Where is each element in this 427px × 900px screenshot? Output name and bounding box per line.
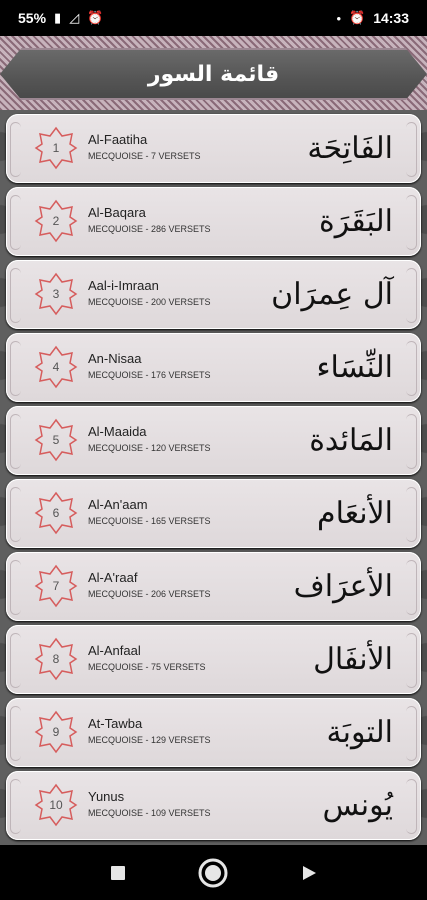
list-item[interactable] — [6, 114, 421, 183]
sura-arabic-name: البَقَرَة — [319, 204, 393, 239]
list-item[interactable] — [6, 187, 421, 256]
square-icon — [109, 864, 127, 882]
sura-meta: MECQUOISE - 200 VERSETS — [88, 297, 211, 307]
number-badge — [34, 418, 78, 462]
list-item[interactable] — [6, 260, 421, 329]
number-badge — [34, 126, 78, 170]
sura-meta: MECQUOISE - 286 VERSETS — [88, 224, 211, 234]
list-item[interactable] — [6, 698, 421, 767]
home-button[interactable] — [193, 853, 233, 893]
signal-off-icon: ◿ — [69, 10, 80, 25]
notification-dot-icon: • — [336, 10, 341, 26]
number-badge — [34, 637, 78, 681]
status-bar — [0, 0, 427, 36]
sura-name: Al-An'aam — [88, 497, 148, 512]
recents-button[interactable] — [98, 853, 138, 893]
sura-number: 10 — [49, 798, 63, 812]
sura-name: Yunus — [88, 789, 125, 804]
back-button[interactable] — [289, 853, 329, 893]
status-right — [336, 10, 409, 26]
sura-arabic-name: المَائدة — [309, 423, 393, 458]
list-item[interactable] — [6, 771, 421, 840]
list-item[interactable] — [6, 625, 421, 694]
sura-name: Al-Maaida — [88, 424, 147, 439]
sura-number: 5 — [52, 433, 60, 447]
sura-arabic-name: آل عِمرَان — [271, 277, 393, 312]
clock: 14:33 — [373, 10, 409, 26]
page-title: قائمة السور — [147, 61, 280, 87]
number-badge — [34, 272, 78, 316]
number-badge — [34, 491, 78, 535]
sura-arabic-name: الأنفَال — [313, 642, 393, 677]
sura-meta: MECQUOISE - 129 VERSETS — [88, 735, 211, 745]
number-badge — [34, 710, 78, 754]
alarm-icon: ⏰ — [87, 10, 104, 25]
sura-arabic-name: يُونس — [322, 788, 393, 823]
sura-meta: MECQUOISE - 109 VERSETS — [88, 808, 211, 818]
sura-arabic-name: الأعرَاف — [293, 569, 393, 604]
number-badge — [34, 783, 78, 827]
sura-number: 3 — [52, 287, 60, 301]
sura-name: Al-Baqara — [88, 205, 146, 220]
battery-icon: ▮ — [54, 10, 62, 25]
sura-number: 1 — [52, 141, 60, 155]
sura-name: An-Nisaa — [88, 351, 142, 366]
sura-number: 9 — [52, 725, 60, 739]
sura-arabic-name: التوبَة — [326, 715, 393, 750]
sura-name: Al-A'raaf — [88, 570, 138, 585]
sura-name: At-Tawba — [88, 716, 143, 731]
sura-number: 8 — [52, 652, 60, 666]
sura-meta: MECQUOISE - 206 VERSETS — [88, 589, 211, 599]
sura-meta: MECQUOISE - 120 VERSETS — [88, 443, 211, 453]
sura-meta: MECQUOISE - 165 VERSETS — [88, 516, 211, 526]
sura-number: 2 — [52, 214, 60, 228]
sura-arabic-name: الأنعَام — [317, 496, 393, 531]
status-left — [18, 10, 103, 26]
sura-name: Al-Faatiha — [88, 132, 148, 147]
number-badge — [34, 199, 78, 243]
list-item[interactable] — [6, 552, 421, 621]
alarm-icon: ⏰ — [349, 10, 366, 25]
sura-arabic-name: الفَاتِحَة — [307, 131, 393, 166]
sura-number: 7 — [52, 579, 60, 593]
sura-meta: MECQUOISE - 75 VERSETS — [88, 662, 206, 672]
sura-number: 4 — [52, 360, 60, 374]
back-icon — [300, 864, 318, 882]
sura-arabic-name: النِّسَاء — [316, 350, 393, 385]
home-icon — [197, 857, 229, 889]
sura-meta: MECQUOISE - 176 VERSETS — [88, 370, 211, 380]
system-nav-bar — [0, 845, 427, 900]
sura-number: 6 — [52, 506, 60, 520]
list-item[interactable] — [6, 479, 421, 548]
sura-list[interactable] — [0, 110, 427, 845]
sura-meta: MECQUOISE - 7 VERSETS — [88, 151, 201, 161]
list-item[interactable] — [6, 406, 421, 475]
number-badge — [34, 345, 78, 389]
list-item[interactable] — [6, 333, 421, 402]
sura-name: Aal-i-Imraan — [88, 278, 159, 293]
sura-name: Al-Anfaal — [88, 643, 141, 658]
battery-percent: 55% — [18, 10, 47, 26]
app-header — [0, 36, 427, 110]
number-badge — [34, 564, 78, 608]
